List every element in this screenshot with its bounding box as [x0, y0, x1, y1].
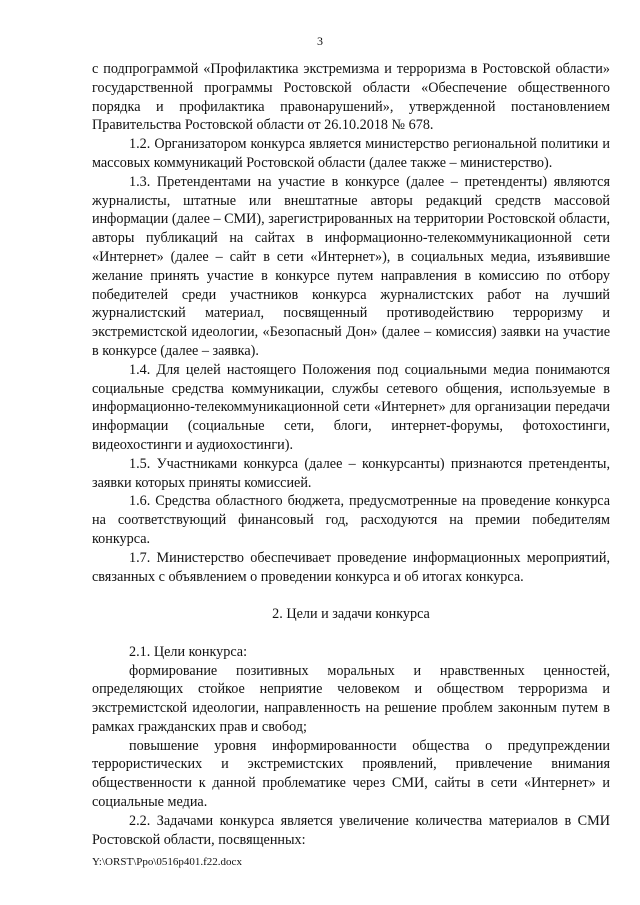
section-heading: 2. Цели и задачи конкурса [272, 606, 430, 623]
document-body [92, 60, 610, 849]
paragraph-1-6: 1.6. Средства областного бюджета, предусмотренные на проведение конкурса на соответствующий финансовый год, расходуются на премии победителям конкурса. [92, 493, 610, 547]
paragraph-1-4: 1.4. Для целей настоящего Положения под социальными медиа понимаются социальные средства коммуникации, службы сетевого общения, используемые в информационно-телекоммуникационной сети «Интернет» для организации передачи информации (социальные сети, блоги, интернет-форумы, фотохостинги, видеохостинги и аудиохостинги). [92, 361, 610, 453]
paragraph-1-5: 1.5. Участниками конкурса (далее – конкурсанты) признаются претенденты, заявки которых приняты комиссией. [92, 455, 610, 491]
paragraph-2-2: 2.2. Задачами конкурса является увеличение количества материалов в СМИ Ростовской области, посвященных: [92, 812, 610, 848]
paragraph-1-2: 1.2. Организатором конкурса является министерство региональной политики и массовых коммуникаций Ростовской области (далее также – министерство). [92, 136, 610, 171]
paragraph-1-7: 1.7. Министерство обеспечивает проведение информационных мероприятий, связанных с объявлением о проведении конкурса и об итогах конкурса. [92, 549, 610, 585]
page-number: 3 [317, 34, 323, 48]
footer-file-path: Y:\ORST\Ppo\0516p401.f22.docx [92, 856, 242, 868]
goal-item-1: формирование позитивных моральных и нравственных ценностей, определяющих стойкое неприятие человеком и обществом терроризма и экстремистской идеологии, направленность на решение проблем законным путем в рамках гражданских прав и свобод; [92, 662, 610, 735]
goal-item-2: повышение уровня информированности общества о предупреждении террористических и экстремистских проявлений, привлечение внимания общественности к данной проблематике через СМИ, сайты в сети «Интернет» и социальные медиа. [92, 737, 610, 811]
paragraph-continuation: с подпрограммой «Профилактика экстремизма и терроризма в Ростовской области» государственной программы Ростовской области «Обеспечение общественного порядка и профилактика правонарушений», утвержденной постановлением Правительства Ростовской области от 26.10.2018 № 678. [92, 61, 610, 134]
paragraph-1-3: 1.3. Претендентами на участие в конкурсе (далее – претенденты) являются журналисты, штатные или внештатные авторы редакций средств массовой информации (далее – СМИ), зарегистрированных на территории Ростовской области, авторы публикаций на сайтах в информационно-телекоммуникационной сети «Интернет» (далее – сайт в сети «Интернет»), в социальных медиа, изъявившие желание принять участие в конкурсе путем направления в комиссию по отбору победителей среди участников конкурса журналистских работ на лучший журналистский материал, посвященный противодействию терроризму и экстремистской идеологии, «Безопасный Дон» (далее – комиссия) заявки на участие в конкурсе (далее – заявка). [92, 173, 610, 359]
paragraph-2-1: 2.1. Цели конкурса: [129, 643, 248, 660]
